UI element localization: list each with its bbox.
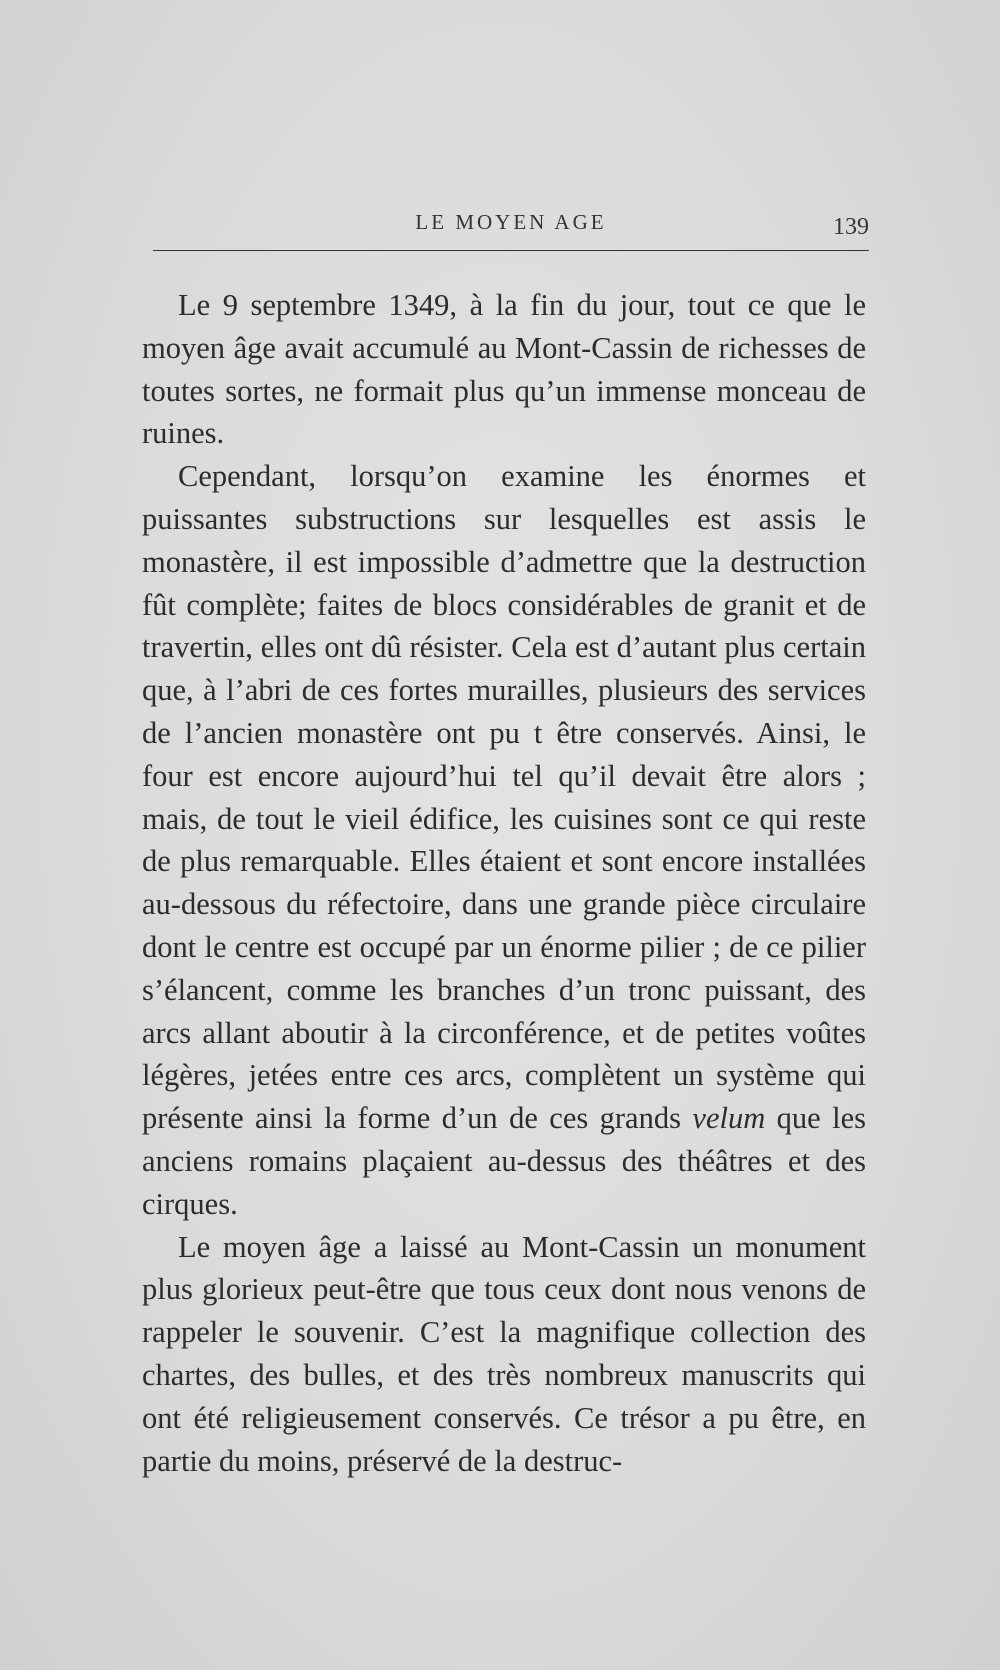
body-text: [142, 284, 866, 1482]
running-title: LE MOYEN AGE: [415, 210, 607, 234]
paragraph-3: Le moyen âge a laissé au Mont-Cassin un monument plus glorieux peut-être que tous ceux dont nous venons de rappeler le souvenir. C’est la magnifique collection des chartes, des bulles, et des très nombreux manuscrits qui ont été religieusement conservés. Ce trésor a pu être, en partie du moins, préservé de la destruc-: [142, 1229, 866, 1478]
page-header: [153, 204, 869, 244]
paragraph-1: Le 9 septembre 1349, à la fin du jour, tout ce que le moyen âge avait accumulé au Mont-Cassin de richesses de toutes sortes, ne formait plus qu’un immense monceau de ruines.: [142, 288, 866, 451]
page-number: 139: [833, 214, 869, 240]
italic-term: velum: [692, 1101, 766, 1136]
header-rule: [153, 250, 869, 251]
paragraph-2: [142, 455, 866, 1225]
paragraph-2-text-after: que les anciens romains plaçaient au-dessus des théâtres et des cirques.: [142, 1101, 866, 1221]
paragraph-2-text-before: Cependant, lorsqu’on examine les énormes et puissantes substructions sur lesquelles est assis le monastère, il est impossible d’admettre que la destruction fût complète; faites de blocs considérables de granit et de travertin, elles ont dû résister. Cela est d’autant plus certain que, à l’abri de ces fortes murailles, plusieurs des services de l’ancien monastère ont pu t être conservés. Ainsi, le four est encore aujourd’hui tel qu’il devait être alors ; mais, de tout le vieil édifice, les cuisines sont ce qui reste de plus remarquable. Elles étaient et sont encore installées au-dessous du réfectoire, dans une grande pièce circulaire dont le centre est occupé par un énorme pilier ; de ce pilier s’élancent, comme les branches d’un tronc puissant, des arcs allant aboutir à la circonférence, et de petites voûtes légères, jetées entre ces arcs, complètent un système qui présente ainsi la forme d’un de ces grands: [142, 459, 866, 1136]
